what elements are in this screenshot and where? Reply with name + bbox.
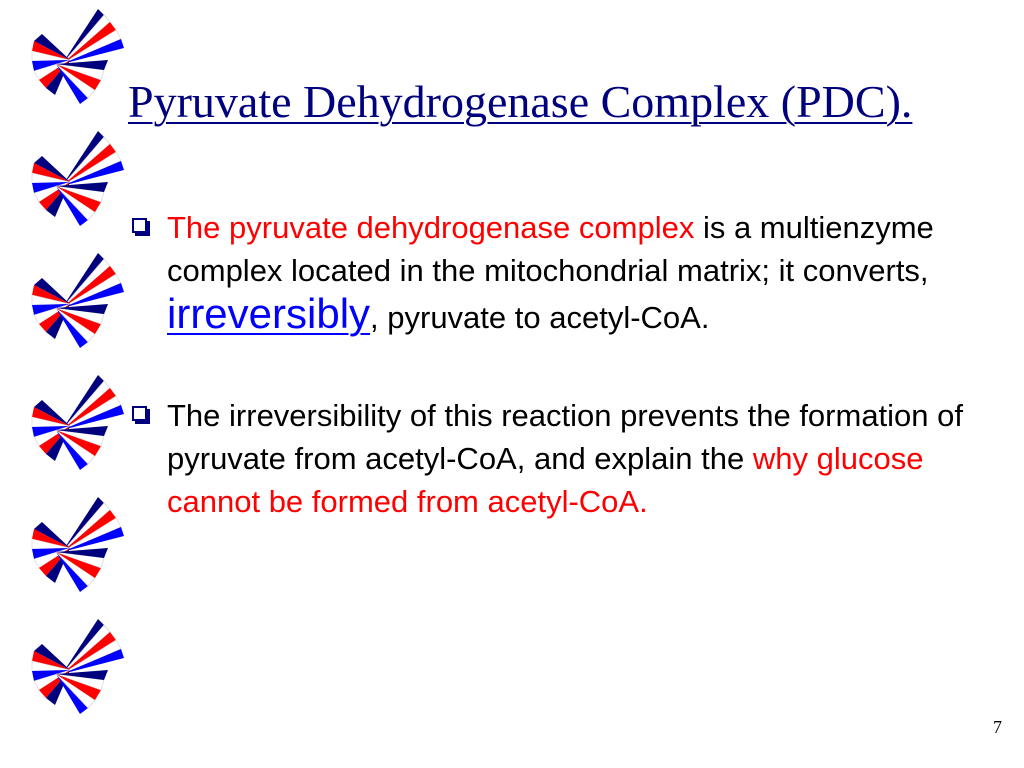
square-bullet-icon: [132, 218, 147, 233]
slide-title: Pyruvate Dehydrogenase Complex (PDC).: [128, 76, 913, 127]
page-number: 7: [993, 717, 1002, 737]
bullet2-text-a: The irreversibility of this reaction prevents the formation of pyruvate from acetyl-CoA, and explain the: [167, 398, 964, 476]
bullet-list: [132, 206, 992, 523]
square-bullet-icon: [132, 406, 147, 421]
bullet1-text-a: is a multienzyme complex located in the mitochondrial matrix; it converts,: [167, 210, 934, 288]
irreversibly-link[interactable]: irreversibly: [167, 290, 371, 337]
bullet1-text-b: , pyruvate to acetyl-CoA.: [370, 300, 710, 335]
dna-helix-decoration: [0, 0, 140, 768]
bullet-item-pdc-definition: [132, 206, 992, 339]
bullet-item-irreversibility: [132, 394, 992, 523]
glucose-highlight-text: why glucose cannot be formed from acetyl-CoA.: [167, 441, 924, 519]
pdc-highlight-text: The pyruvate dehydrogenase complex: [167, 210, 695, 245]
